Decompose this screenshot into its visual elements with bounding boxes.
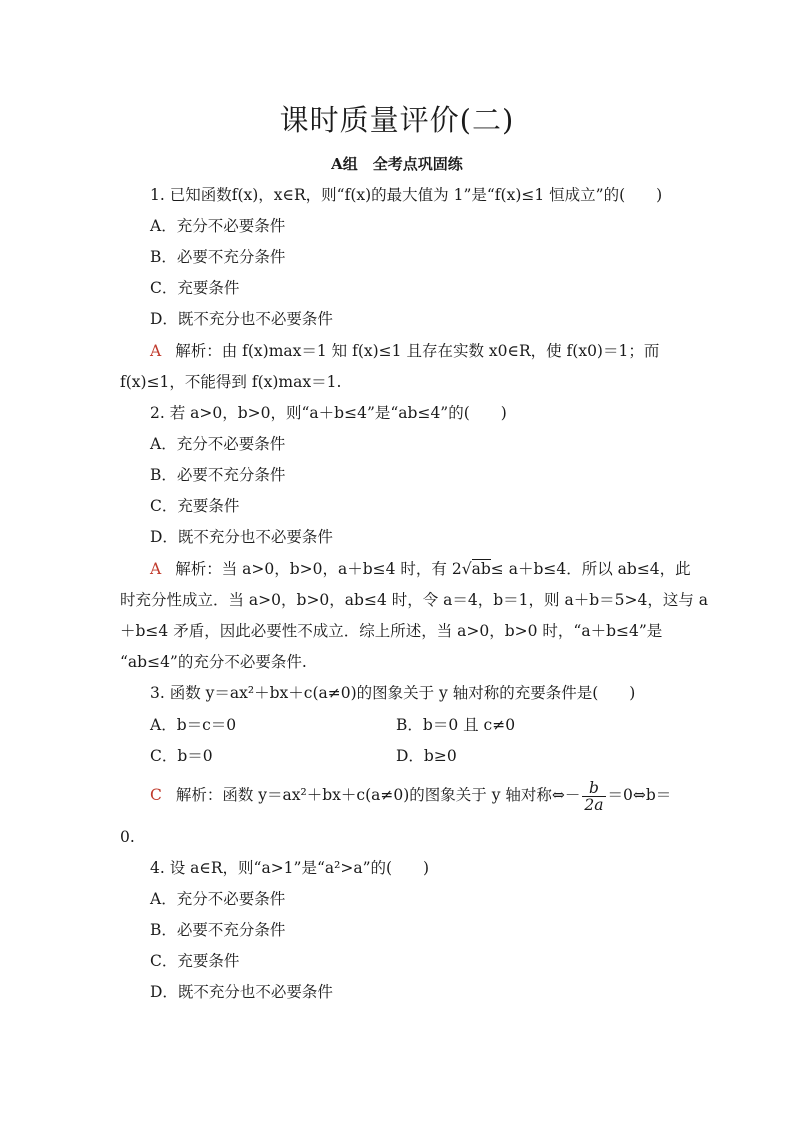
fraction: $\frac{b}{2a}$: [584, 778, 604, 814]
question-2-analysis-cont-2: ＋b≤4 矛盾，因此必要性不成立．综上所述，当 a>0，b>0 时，“a＋b≤4”是: [120, 622, 663, 640]
page-title: 课时质量评价(二): [279, 103, 515, 137]
question-3-option-a: A．b＝c＝0: [150, 716, 237, 734]
question-1-analysis: A 解析：由 f(x)max＝1 知 f(x)≤1 且存在实数 x0∈R，使 f(x0)＝1；而: [150, 342, 660, 360]
question-3-option-c: C．b＝0: [150, 747, 213, 765]
question-1-option-c: C．充要条件: [150, 279, 240, 297]
question-2-analysis-cont-3: “ab≤4”的充分不必要条件.: [120, 653, 307, 671]
question-4-stem: 4. 设 a∈R，则“a>1”是“a²>a”的( ): [150, 859, 430, 877]
answer-label: A: [150, 560, 162, 578]
question-3-analysis-cont: 0.: [120, 828, 135, 846]
question-2-option-b: B．必要不充分条件: [150, 466, 286, 484]
sqrt-symbol: √: [461, 560, 472, 578]
question-1-analysis-cont: f(x)≤1，不能得到 f(x)max＝1.: [120, 373, 342, 391]
question-2-option-a: A．充分不必要条件: [150, 435, 286, 453]
answer-label: C: [150, 786, 162, 804]
question-1-stem: 1. 已知函数f(x)，x∈R，则“f(x)的最大值为 1”是“f(x)≤1 恒成立”的( ): [150, 186, 663, 204]
question-2-analysis: A 解析：当 a>0，b>0，a＋b≤4 时，有 2√ab≤ a＋b≤4．所以 ab≤4，此: [150, 560, 691, 578]
question-3-option-d: D．b≥0: [396, 747, 457, 765]
question-4-option-d: D．既不充分也不必要条件: [150, 983, 333, 1001]
question-2-analysis-cont-1: 时充分性成立．当 a>0，b>0，ab≤4 时，令 a＝4，b＝1，则 a＋b＝5>4，这与 a: [120, 591, 709, 609]
question-3-option-b: B．b＝0 且 c≠0: [396, 716, 516, 734]
question-2-option-d: D．既不充分也不必要条件: [150, 528, 333, 546]
question-1-option-d: D．既不充分也不必要条件: [150, 310, 333, 328]
answer-label: A: [150, 342, 162, 360]
question-3-stem: 3. 函数 y＝ax²＋bx＋c(a≠0)的图象关于 y 轴对称的充要条件是( ): [150, 684, 636, 702]
question-1-option-b: B．必要不充分条件: [150, 248, 286, 266]
question-3-analysis: C 解析：函数 y＝ax²＋bx＋c(a≠0)的图象关于 y 轴对称⇔－ $\frac{b}{2a}$ ＝0⇔b＝: [150, 778, 672, 814]
question-1-option-a: A．充分不必要条件: [150, 217, 286, 235]
question-4-option-c: C．充要条件: [150, 952, 240, 970]
question-4-option-a: A．充分不必要条件: [150, 890, 286, 908]
question-2-option-c: C．充要条件: [150, 497, 240, 515]
group-heading: A组 全考点巩固练: [331, 155, 463, 173]
question-4-option-b: B．必要不充分条件: [150, 921, 286, 939]
question-2-stem: 2. 若 a>0，b>0，则“a＋b≤4”是“ab≤4”的( ): [150, 404, 507, 422]
